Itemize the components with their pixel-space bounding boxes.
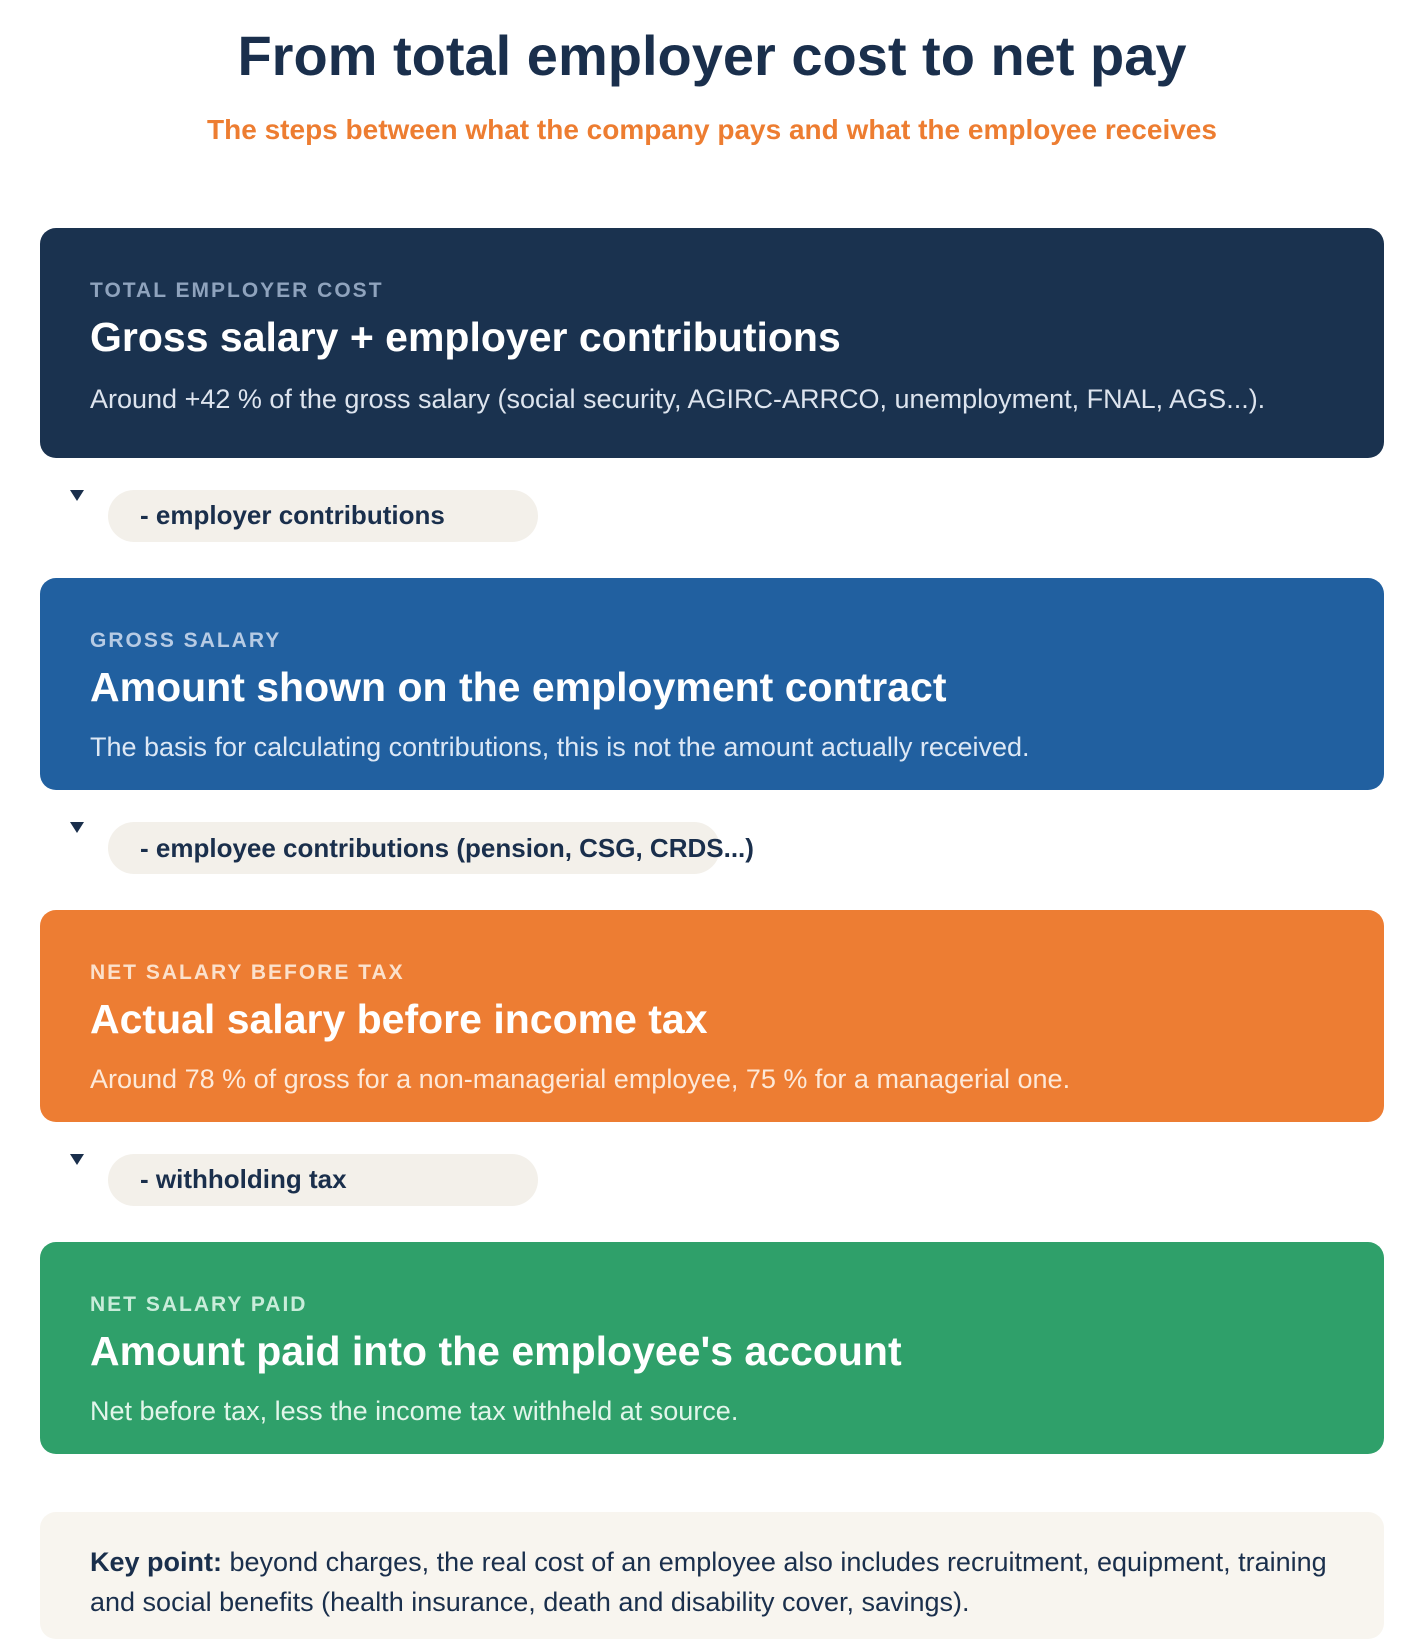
step-label: - employer contributions	[140, 500, 445, 530]
card-label: GROSS SALARY	[90, 629, 282, 652]
card-heading: Amount paid into the employee's account	[90, 1328, 902, 1374]
card-description: Net before tax, less the income tax withheld at source.	[90, 1396, 739, 1426]
card-net-salary-paid	[40, 1242, 1384, 1454]
triangle-down-icon	[70, 1154, 84, 1165]
card-description: The basis for calculating contributions, this is not the amount actually received.	[90, 732, 1030, 762]
triangle-down-icon	[70, 490, 84, 501]
key-point-box	[40, 1512, 1384, 1639]
card-label: NET SALARY PAID	[90, 1293, 308, 1316]
card-heading: Actual salary before income tax	[90, 996, 708, 1042]
card-heading: Gross salary + employer contributions	[90, 314, 841, 360]
key-point-label: Key point:	[90, 1547, 222, 1577]
card-label: TOTAL EMPLOYER COST	[90, 279, 384, 302]
page-subtitle: The steps between what the company pays and what the employee receives	[207, 114, 1217, 145]
page-title: From total employer cost to net pay	[237, 24, 1187, 87]
triangle-down-icon	[70, 822, 84, 833]
card-description: Around 78 % of gross for a non-managerial employee, 75 % for a managerial one.	[90, 1064, 1071, 1094]
step-label: - withholding tax	[140, 1164, 347, 1194]
card-total-employer-cost	[40, 228, 1384, 458]
card-description: Around +42 % of the gross salary (social security, AGIRC-ARRCO, unemployment, FNAL, AGS...).	[90, 384, 1266, 414]
card-label: NET SALARY BEFORE TAX	[90, 961, 405, 984]
card-heading: Amount shown on the employment contract	[90, 664, 947, 710]
key-point-text	[90, 1542, 1350, 1622]
key-point-body: beyond charges, the real cost of an employee also includes recruitment, equipment, training and social benefits (health insurance, death and disability cover, savings).	[90, 1547, 1327, 1617]
card-gross-salary	[40, 578, 1384, 790]
card-net-salary-before-tax	[40, 910, 1384, 1122]
step-label: - employee contributions (pension, CSG, CRDS...)	[140, 833, 754, 863]
